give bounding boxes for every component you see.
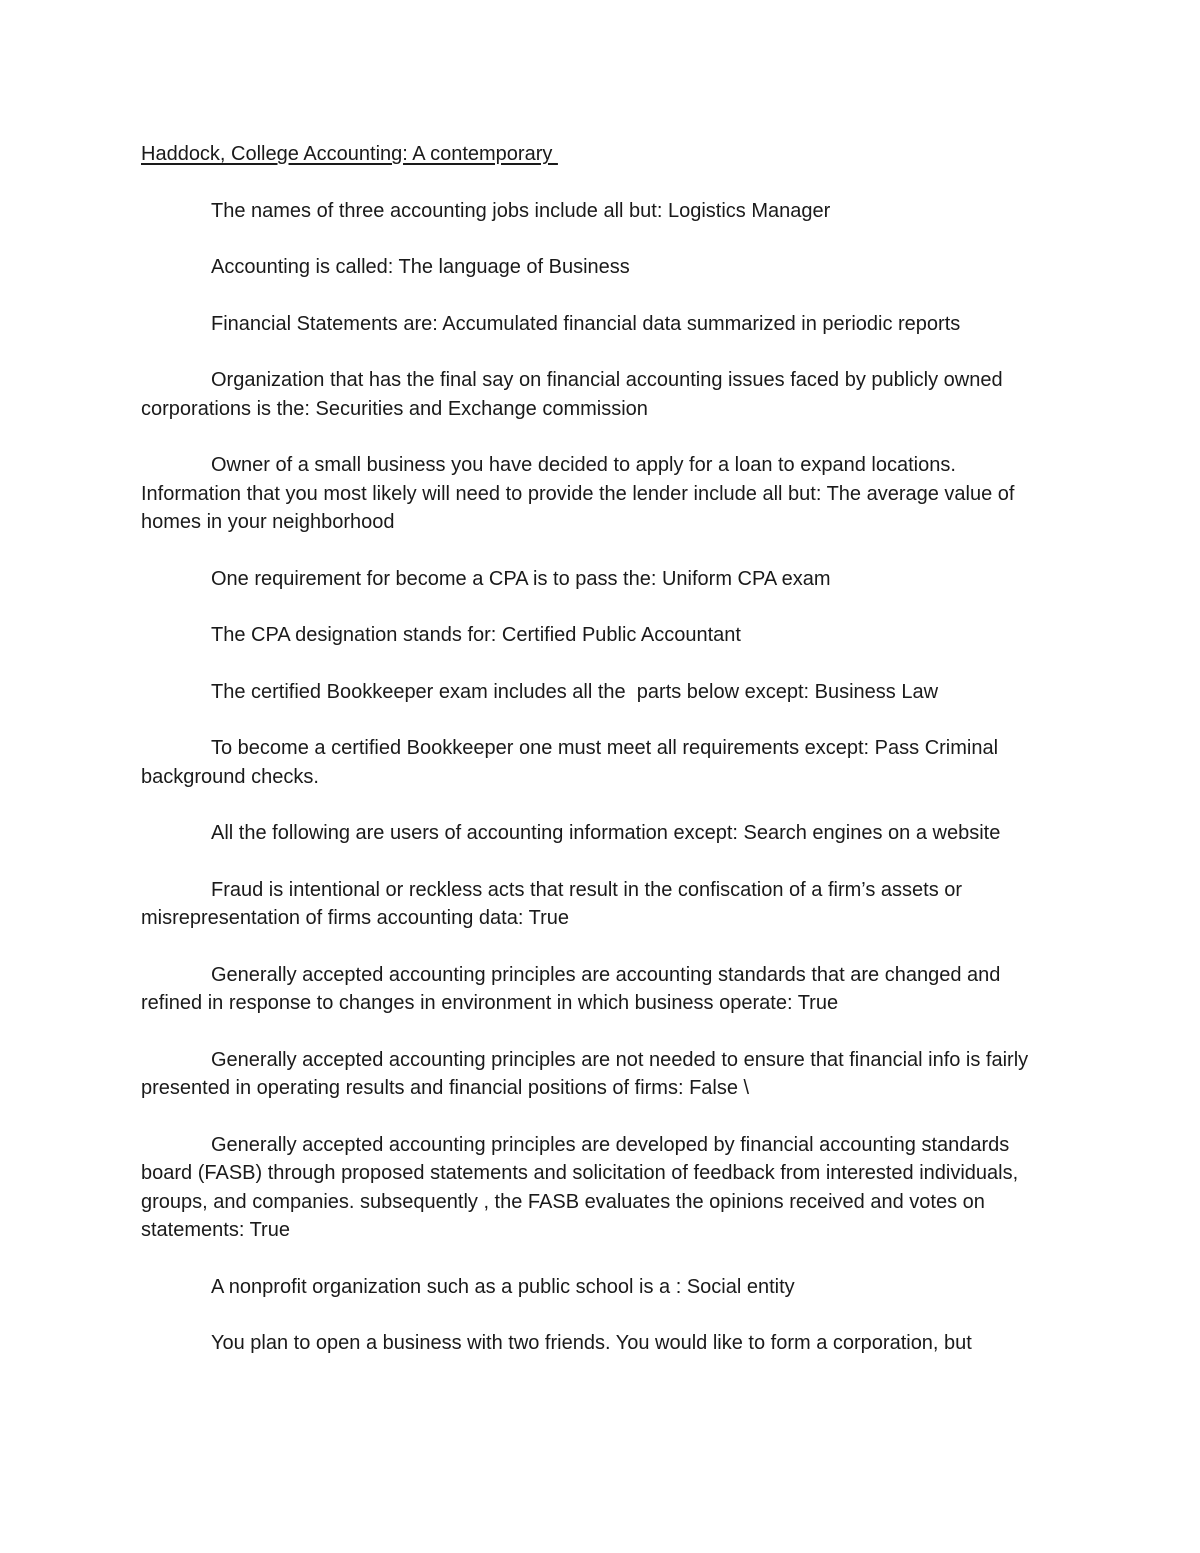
qa-item-8: The certified Bookkeeper exam includes all the parts below except: Business Law	[211, 680, 939, 703]
qa-item-9: To become a certified Bookkeeper one must meet all requirements except: Pass Criminal background checks.	[141, 737, 1004, 788]
qa-item-14: Generally accepted accounting principles are developed by financial accounting standards board (FASB) through proposed statements and solicitation of feedback from interested individuals, groups, and companies. subsequently , the FASB evaluates the opinions received and votes on statements: True	[141, 1133, 1024, 1241]
document-title: Haddock, College Accounting: A contemporary	[141, 143, 558, 165]
qa-item-11: Fraud is intentional or reckless acts that result in the confiscation of a firm’s assets or misrepresentation of firms accounting data: True	[141, 878, 968, 929]
qa-item-15: A nonprofit organization such as a public school is a : Social entity	[211, 1275, 795, 1298]
qa-item-13: Generally accepted accounting principles are not needed to ensure that financial info is fairly presented in operating results and financial positions of firms: False \	[141, 1048, 1034, 1099]
qa-item-2: Accounting is called: The language of Business	[211, 256, 630, 278]
qa-item-12: Generally accepted accounting principles are accounting standards that are changed and refined in response to changes in environment in which business operate: True	[141, 963, 1006, 1014]
question-answer-list	[141, 197, 1061, 1358]
document-body	[141, 140, 1061, 1386]
qa-item-7: The CPA designation stands for: Certified Public Accountant	[211, 624, 741, 646]
qa-item-16: You plan to open a business with two friends. You would like to form a corporation, but	[211, 1332, 972, 1354]
qa-item-5: Owner of a small business you have decided to apply for a loan to expand locations. Information that you most likely will need to provide the lender include all but: The average value of homes in your neighborhood	[141, 454, 1021, 533]
qa-item-4: Organization that has the final say on financial accounting issues faced by publicly owned corporations is the: Securities and Exchange commission	[141, 369, 1009, 420]
qa-item-6: One requirement for become a CPA is to pass the: Uniform CPA exam	[211, 567, 831, 590]
qa-item-1: The names of three accounting jobs include all but: Logistics Manager	[211, 199, 831, 222]
qa-item-3: Financial Statements are: Accumulated financial data summarized in periodic reports	[211, 312, 961, 335]
qa-item-10: All the following are users of accounting information except: Search engines on a website	[211, 822, 1001, 844]
